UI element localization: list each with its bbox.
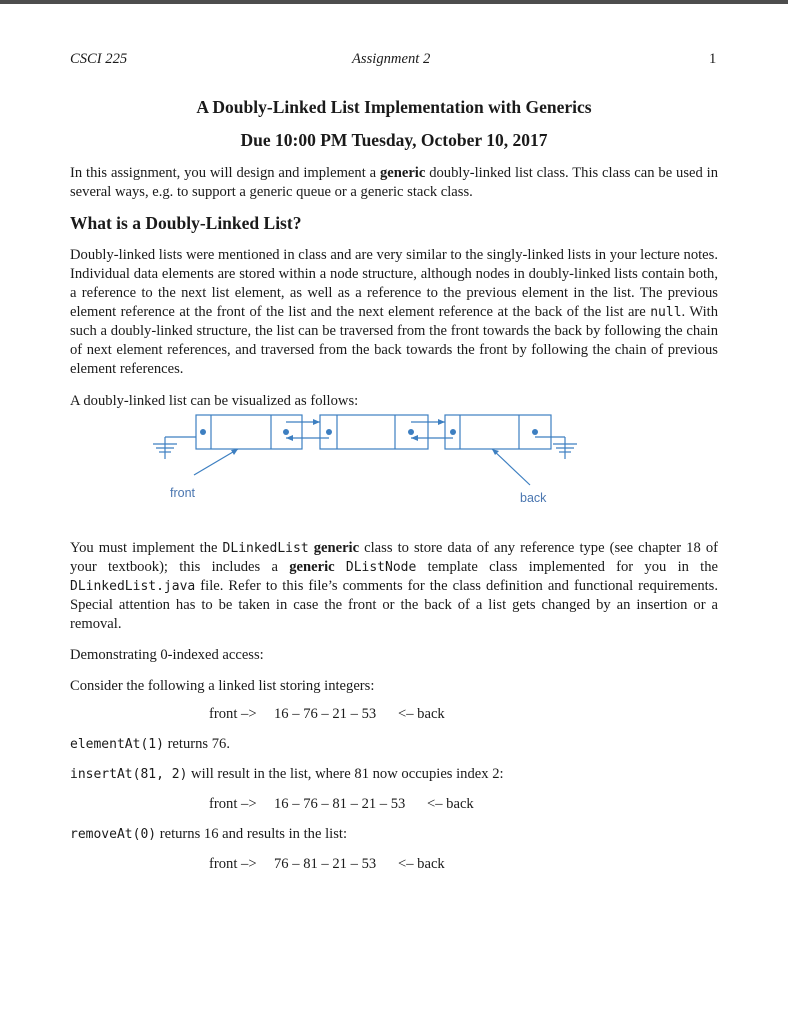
list-example-1-front: front –> (209, 706, 257, 722)
node2-next-dot (408, 429, 414, 435)
node2-prev-dot (326, 429, 332, 435)
section-heading: What is a Doubly-Linked List? (70, 213, 302, 233)
remove-at-example: removeAt(0) returns 16 and results in the list: (70, 826, 348, 842)
next-arrowhead-2 (438, 419, 445, 425)
dll-description-paragraph: Doubly-linked lists were mentioned in class and are very similar to the singly-linked lists in your lecture notes. Individual data elements are stored within a node structure, although nodes in doubly-linked lists contain both, a reference to the next list element, as well as a reference to the previous element in the list. The previous element reference at the front of the list and the next element reference at the back of the list are null. With such a doubly-linked structure, the list can be traversed from the front towards the back by following the chain of next element references, and traversed from the back towards the front by following the chain of previous element references. (70, 247, 718, 377)
node3-prev-dot (450, 429, 456, 435)
viewer-top-bar (0, 0, 788, 4)
intro-paragraph: In this assignment, you will design and implement a generic doubly-linked list class. This class can be used in several ways, e.g. to support a generic queue or a generic stack class. (70, 165, 718, 200)
back-label: back (520, 491, 547, 505)
null-ground-left-icon (153, 437, 196, 459)
list-example-3-values: 76 – 81 – 21 – 53 (274, 856, 377, 872)
prev-arrowhead-2 (411, 435, 418, 441)
list-example-3-front: front –> (209, 856, 257, 872)
consider-text: Consider the following a linked list storing integers: (70, 678, 375, 694)
list-example-3-back: <– back (398, 856, 445, 872)
demo-heading: Demonstrating 0-indexed access: (70, 647, 264, 663)
doubly-linked-list-diagram (140, 405, 600, 510)
list-example-1-back: <– back (398, 706, 445, 722)
header-page-number: 1 (709, 51, 717, 67)
header-assignment: Assignment 2 (352, 51, 431, 67)
list-example-2-back: <– back (427, 796, 474, 812)
document-title: A Doubly-Linked List Implementation with Generics (196, 97, 592, 117)
insert-at-example: insertAt(81, 2) will result in the list, where 81 now occupies index 2: (70, 766, 504, 782)
node1-next-dot (283, 429, 289, 435)
visualized-caption: A doubly-linked list can be visualized as follows: (70, 393, 359, 409)
null-ground-right-icon (535, 437, 577, 459)
front-label: front (170, 486, 196, 500)
list-example-2-values: 16 – 76 – 81 – 21 – 53 (274, 796, 406, 812)
list-example-2-front: front –> (209, 796, 257, 812)
node3-next-dot (532, 429, 538, 435)
header-course: CSCI 225 (70, 51, 128, 67)
due-date: Due 10:00 PM Tuesday, October 10, 2017 (240, 130, 548, 150)
front-pointer-line (194, 449, 238, 475)
prev-arrowhead-1 (286, 435, 293, 441)
next-arrowhead-1 (313, 419, 320, 425)
element-at-example: elementAt(1) returns 76. (70, 736, 230, 752)
node1-prev-dot (200, 429, 206, 435)
back-pointer-line (492, 449, 530, 485)
implementation-paragraph: You must implement the DLinkedList generic class to store data of any reference type (see chapter 18 of your textbook); this includes a generic DListNode template class implemented for you in the DLinkedList.java file. Refer to this file’s comments for the class definition and functional requirements. Special attention has to be taken in case the front or the back of a list gets changed by an insertion or a removal. (70, 540, 718, 632)
list-example-1-values: 16 – 76 – 21 – 53 (274, 706, 377, 722)
